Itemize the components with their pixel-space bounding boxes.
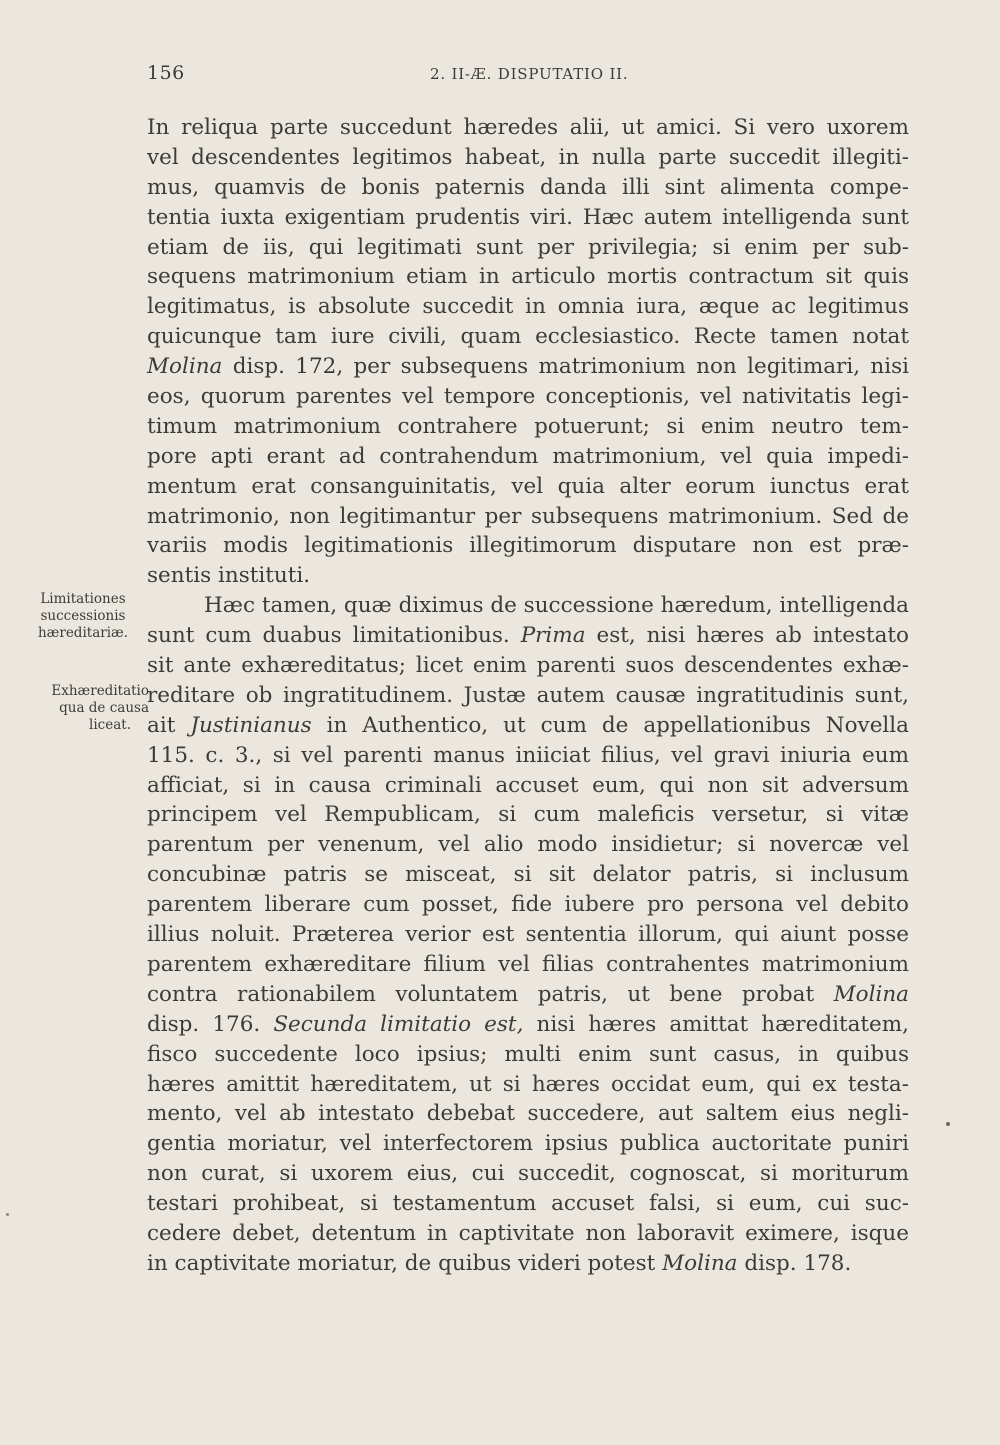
- text-line: variis modis legitimationis illegitimorum disputare non est præ-: [147, 533, 909, 559]
- margin-note-line: successionis: [40, 608, 126, 624]
- text-line: principem vel Rempublicam, si cum maleficis versetur, si vitæ: [147, 802, 909, 828]
- text-line: In reliqua parte succedunt hæredes alii, ut amici. Si vero uxorem: [147, 115, 909, 140]
- text-line: hæres amittit hæreditatem, ut si hæres occidat eum, qui ex testa-: [147, 1071, 909, 1097]
- italic-text: Molina: [662, 1250, 738, 1276]
- italic-text: Molina: [833, 981, 909, 1007]
- margin-note-line: Exhæreditatio: [51, 683, 149, 699]
- text-line: [147, 1249, 909, 1279]
- margin-note-line: hæreditariæ.: [37, 625, 128, 641]
- text-line: reditare ob ingratitudinem. Justæ autem causæ ingratitudinis sunt,: [147, 682, 909, 708]
- text-line: eos, quorum parentes vel tempore conceptionis, vel nativitatis legi-: [147, 384, 909, 410]
- text-line: pore apti erant ad contrahendum matrimonium, vel quia impedi-: [147, 443, 909, 469]
- text-line: [147, 352, 909, 382]
- text-segment: disp. 172, per subsequens matrimonium non legitimari, nisi: [222, 354, 909, 380]
- text-line: [147, 711, 909, 741]
- italic-text: Justinianus: [190, 712, 312, 738]
- text-segment: in Authentico, ut cum de appellationibus Novella: [311, 712, 910, 738]
- text-line: parentum per venenum, vel alio modo insidietur; si novercæ vel: [147, 832, 909, 858]
- text-line: [147, 980, 909, 1010]
- text-line: sit ante exhæreditatus; licet enim parenti suos descendentes exhæ-: [147, 653, 909, 679]
- text-line: vel descendentes legitimos habeat, in nulla parte succedit illegiti-: [147, 144, 909, 170]
- text-line: Hæc tamen, quæ diximus de successione hæredum, intelligenda: [204, 593, 909, 619]
- text-line: quicunque tam iure civili, quam ecclesiastico. Recte tamen notat: [147, 324, 909, 350]
- text-segment: nisi hæres amittat hæreditatem,: [523, 1011, 910, 1037]
- margin-note-limitationes: [28, 591, 138, 642]
- margin-note-exhaereditatio: [7, 683, 151, 734]
- text-line: gentia moriatur, vel interfectorem ipsius publica auctoritate puniri: [147, 1131, 909, 1157]
- text-line: mus, quamvis de bonis paternis danda illi sint alimenta compe-: [147, 174, 909, 200]
- margin-note-line: qua de causa: [59, 700, 149, 716]
- text-segment: sunt cum duabus limitationibus.: [147, 623, 521, 649]
- text-line: mentum erat consanguinitatis, vel quia alter eorum iunctus erat: [147, 473, 909, 499]
- running-head: 2. II-Æ. DISPUTATIO II.: [430, 65, 629, 83]
- text-line: non curat, si uxorem eius, cui succedit, cognoscat, si moriturum: [147, 1161, 909, 1187]
- ink-speck: [946, 1122, 950, 1126]
- text-line: parentem exhæreditare filium vel filias contrahentes matrimonium: [147, 951, 909, 977]
- text-line: afficiat, si in causa criminali accuset eum, qui non sit adversum: [147, 772, 909, 798]
- body-text: [147, 113, 909, 1279]
- text-segment: disp. 178.: [737, 1250, 852, 1276]
- text-line: [147, 621, 909, 651]
- text-segment: disp. 176.: [147, 1011, 274, 1037]
- text-line: cedere debet, detentum in captivitate non laboravit eximere, isque: [147, 1220, 909, 1246]
- text-line: parentem liberare cum posset, fide iubere pro persona vel debito: [147, 892, 909, 918]
- text-line: mento, vel ab intestato debebat succedere, aut saltem eius negli-: [147, 1101, 909, 1127]
- text-line: [147, 1010, 909, 1040]
- text-line: fisco succedente loco ipsius; multi enim sunt casus, in quibus: [147, 1041, 909, 1067]
- page-number: 156: [147, 62, 185, 84]
- italic-text: Prima: [520, 623, 586, 649]
- margin-note-line: Limitationes: [40, 591, 126, 607]
- text-line: matrimonio, non legitimantur per subsequens matrimonium. Sed de: [147, 503, 909, 529]
- text-line: sentis instituti.: [147, 563, 311, 589]
- text-line: illius noluit. Præterea verior est sententia illorum, qui aiunt posse: [147, 922, 909, 948]
- margin-note-line: liceat.: [89, 717, 131, 733]
- text-line: legitimatus, is absolute succedit in omnia iura, æque ac legitimus: [147, 294, 909, 320]
- text-line: 115. c. 3., si vel parenti manus iniiciat filius, vel gravi iniuria eum: [147, 742, 909, 768]
- text-segment: in captivitate moriatur, de quibus videri potest: [147, 1250, 663, 1276]
- ink-speck: [6, 1213, 9, 1216]
- text-line: sequens matrimonium etiam in articulo mortis contractum sit quis: [147, 264, 909, 290]
- text-segment: ait: [147, 712, 191, 738]
- text-segment: est, nisi hæres ab intestato: [585, 623, 910, 649]
- text-line: timum matrimonium contrahere potuerunt; si enim neutro tem-: [147, 413, 909, 439]
- page-header: [147, 62, 907, 88]
- text-line: testari prohibeat, si testamentum accuset falsi, si eum, cui suc-: [147, 1191, 909, 1217]
- italic-text: Secunda limitatio est,: [273, 1011, 524, 1037]
- text-line: tentia iuxta exigentiam prudentis viri. Hæc autem intelligenda sunt: [147, 204, 909, 230]
- italic-text: Molina: [147, 354, 223, 380]
- text-segment: contra rationabilem voluntatem patris, ut bene probat: [147, 981, 834, 1007]
- text-line: concubinæ patris se misceat, si sit delator patris, si inclusum: [147, 862, 909, 888]
- text-line: etiam de iis, qui legitimati sunt per privilegia; si enim per sub-: [147, 234, 909, 260]
